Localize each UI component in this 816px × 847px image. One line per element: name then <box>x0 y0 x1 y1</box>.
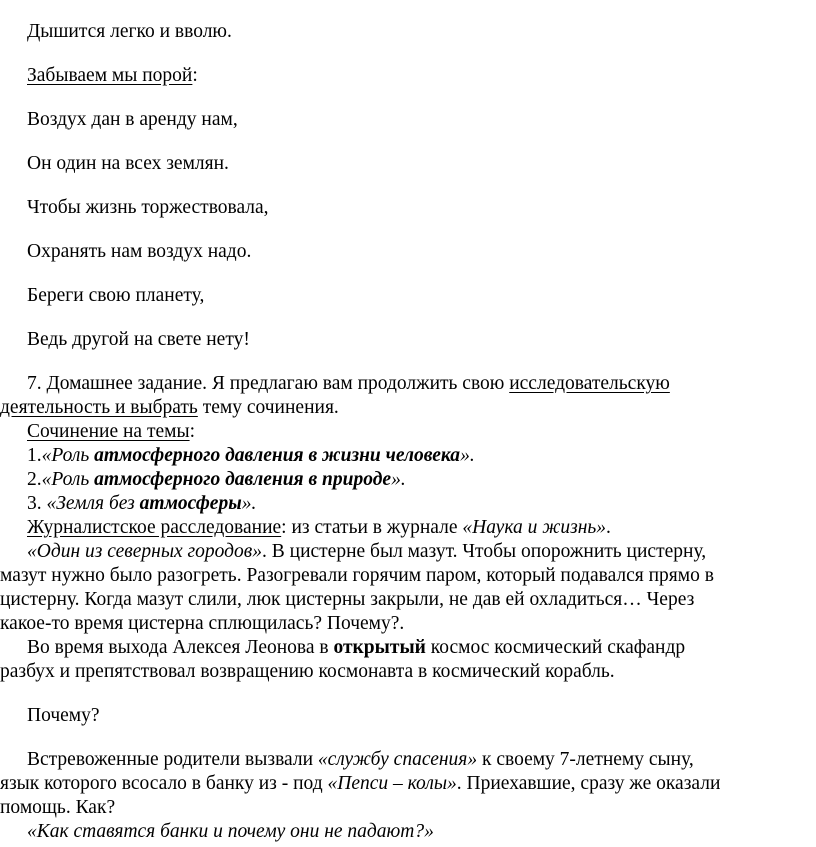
essay-topic-1-close: ». <box>460 445 475 466</box>
journal-label: Журналистское расследование <box>27 517 282 538</box>
essay-topic-3-close: ». <box>241 493 257 514</box>
poem-line-7: Береги свою планету, <box>27 285 205 306</box>
essay-topic-3-open: «Земля без <box>46 493 140 514</box>
homework-topic: тему сочинения. <box>197 397 339 418</box>
essay-topic-2-open: «Роль <box>41 469 95 490</box>
story3-question: «Как ставятся банки и почему они не падают?» <box>27 821 434 842</box>
story2-open-bold: открытый <box>333 637 426 658</box>
essay-topic-3 <box>27 492 256 516</box>
story3-pepsi: «Пепси – колы» <box>327 773 457 794</box>
story1-line-2: мазут нужно было разогреть. Разогревали горячим паром, который подавался прямо в <box>0 565 714 586</box>
poem-line-5: Чтобы жизнь торжествовала, <box>27 197 269 218</box>
story3-line-1-a: Встревоженные родители вызвали <box>27 749 318 770</box>
essay-topic-1-num: 1. <box>27 445 42 466</box>
essay-topic-2-close: ». <box>391 469 406 490</box>
poem-line-2-colon: : <box>192 65 198 86</box>
story3-line-2-a: язык которого всосало в банку из - под <box>0 773 328 794</box>
poem-line-2-text: Забываем мы порой <box>27 65 193 86</box>
homework-line-1 <box>27 372 670 396</box>
story1-line-1 <box>27 540 706 564</box>
essay-topic-3-bold: атмосферы <box>139 493 242 514</box>
story3-line-2-c: . Приехавшие, сразу же оказали <box>456 773 721 794</box>
essay-heading <box>27 420 195 444</box>
story3-line-4 <box>27 820 434 844</box>
essay-topic-1-open: «Роль <box>41 445 95 466</box>
homework-activity: деятельность и выбрать <box>0 397 198 418</box>
story1-line-3: цистерну. Когда мазут слили, люк цистерны закрыли, не дав ей охладиться… Через <box>0 589 695 610</box>
story1-line-1-rest: . В цистерне был мазут. Чтобы опорожнить цистерну, <box>262 541 707 562</box>
essay-topic-2-bold: атмосферного давления в природе <box>94 469 392 490</box>
story1-title: «Один из северных городов» <box>27 541 262 562</box>
essay-topic-2-num: 2. <box>27 469 42 490</box>
journal-rest: : из статьи в журнале <box>281 517 463 538</box>
homework-research: исследовательскую <box>509 373 670 394</box>
essay-topic-1 <box>27 444 475 468</box>
homework-intro: 7. Домашнее задание. Я предлагаю вам продолжить свою <box>27 373 510 394</box>
essay-topic-1-bold: атмосферного давления в жизни человека <box>94 445 461 466</box>
journal-magazine: «Наука и жизнь» <box>462 517 607 538</box>
homework-line-2 <box>0 396 339 420</box>
poem-line-1: Дышится легко и вволю. <box>27 21 232 42</box>
essay-colon: : <box>189 421 195 442</box>
essay-topic-2 <box>27 468 406 492</box>
story2-line-2: разбух и препятствовал возвращению космонавта в космический корабль. <box>0 661 615 682</box>
essay-label: Сочинение на темы <box>27 421 190 442</box>
story3-line-3: помощь. Как? <box>0 797 116 818</box>
story1-line-4: какое-то время цистерна сплющилась? Почему?. <box>0 613 405 634</box>
journal-end: . <box>606 517 611 538</box>
story3-rescue-service: «службу спасения» <box>317 749 478 770</box>
poem-line-3: Воздух дан в аренду нам, <box>27 109 238 130</box>
story3-line-1 <box>27 748 694 772</box>
story2-why: Почему? <box>27 705 100 726</box>
story3-line-1-c: к своему 7-летнему сыну, <box>477 749 694 770</box>
story3-line-2 <box>0 772 720 796</box>
story2-line-1-a: Во время выхода Алексея Леонова в <box>27 637 334 658</box>
story2-line-1-c: космос космический скафандр <box>425 637 686 658</box>
journal-line <box>27 516 611 540</box>
poem-line-6: Охранять нам воздух надо. <box>27 241 252 262</box>
poem-line-2 <box>27 64 198 88</box>
poem-line-4: Он один на всех землян. <box>27 153 229 174</box>
story2-line-1 <box>27 636 685 660</box>
essay-topic-3-num: 3. <box>27 493 47 514</box>
poem-line-8: Ведь другой на свете нету! <box>27 329 250 350</box>
